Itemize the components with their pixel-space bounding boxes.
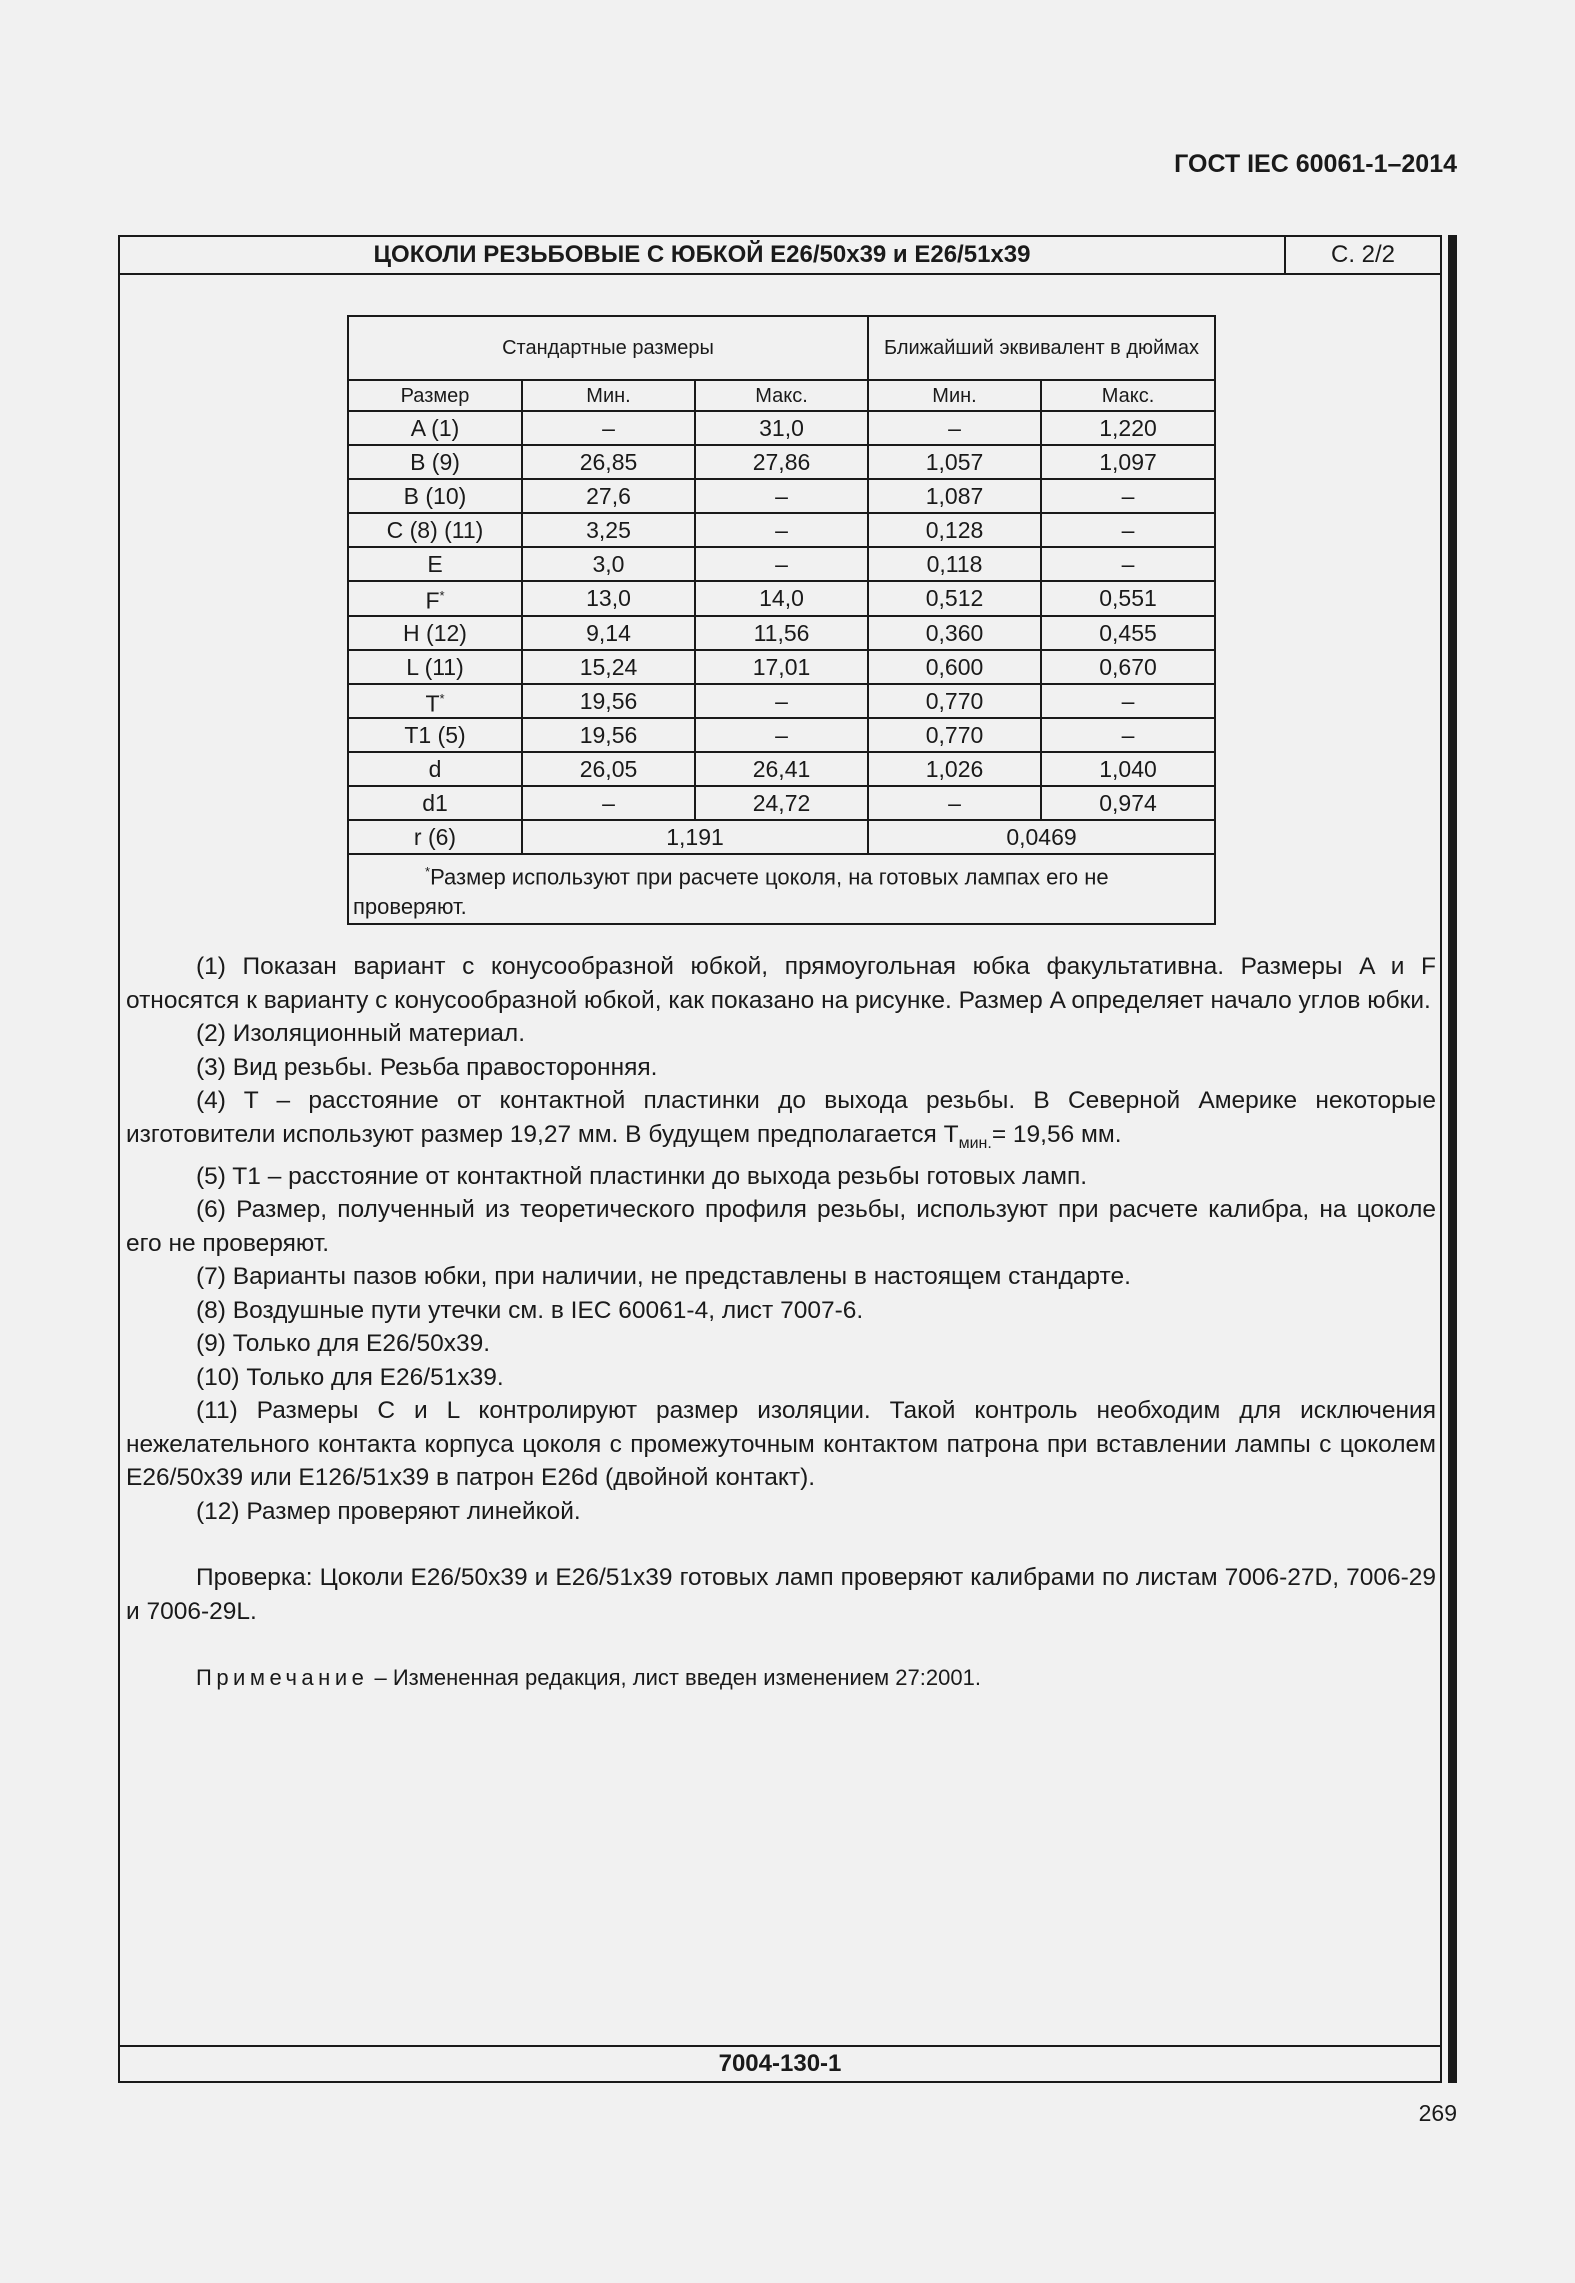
cell-inch-min: 0,512 [868, 581, 1041, 616]
table-footnote-row [348, 854, 1215, 923]
cell-inch-min: 0,360 [868, 616, 1041, 650]
size-label: T1 (5) [404, 722, 466, 749]
note-4-subscript: мин. [958, 1134, 992, 1152]
table-row [348, 513, 1215, 547]
cell-max: 17,01 [695, 650, 868, 684]
cell-size: r (6) [348, 820, 522, 854]
check-paragraph: Проверка: Цоколи E26/50x39 и E26/51x39 готовых ламп проверяют калибрами по листам 7006-27D, 7006-29 и 7006-29L. [126, 1564, 1436, 1625]
cell-size [348, 718, 522, 752]
cell-size [348, 513, 522, 547]
group-standard: Стандартные размеры [348, 316, 868, 380]
table-row [348, 616, 1215, 650]
cell-min: 26,05 [522, 752, 695, 786]
page-number: 269 [1418, 2100, 1457, 2126]
cell-inch-min: 0,770 [868, 718, 1041, 752]
cell-size [348, 581, 522, 616]
frame-shadow-bar [1448, 235, 1457, 2083]
cell-size [348, 479, 522, 513]
note-1: (1) Показан вариант с конусообразной юбкой, прямоугольная юбка факультативна. Размеры A и F относятся к варианту с конусообразной юбкой, как показано на рисунке. Размер A определяет начало углов юбки. [126, 953, 1436, 1014]
cell-max: 24,72 [695, 786, 868, 820]
note-4 [126, 1084, 1436, 1160]
cell-size [348, 547, 522, 581]
table-group-header [348, 316, 1215, 380]
table-row [348, 411, 1215, 445]
note-9: (9) Только для E26/50x39. [196, 1330, 490, 1358]
cell-size [348, 445, 522, 479]
cell-size [348, 616, 522, 650]
note-12: (12) Размер проверяют линейкой. [196, 1497, 581, 1525]
col-inch-min: Мин. [868, 380, 1041, 411]
cell-min: 13,0 [522, 581, 695, 616]
cell-inch-max: 1,040 [1041, 752, 1215, 786]
table-row [348, 786, 1215, 820]
cell-value-merged: 1,191 [522, 820, 868, 854]
col-size: Размер [348, 380, 522, 411]
cell-inch-max: – [1041, 684, 1215, 719]
cell-max: – [695, 718, 868, 752]
table-row [348, 752, 1215, 786]
size-label: d [428, 756, 442, 783]
cell-size [348, 752, 522, 786]
note-4-text: (4) T – расстояние от контактной пластинки до выхода резьбы. В Северной Америке некоторые изготовители используют размер 19,27 мм. В будущем предполагается T [126, 1087, 1436, 1148]
cell-inch-min: 1,057 [868, 445, 1041, 479]
cell-inch-min: 0,770 [868, 684, 1041, 719]
cell-min: 19,56 [522, 718, 695, 752]
cell-min: 3,25 [522, 513, 695, 547]
document-code: ГОСТ IEC 60061-1–2014 [1174, 150, 1457, 178]
col-min: Мин. [522, 380, 695, 411]
size-label: H (12) [403, 619, 467, 646]
size-label: A (1) [410, 415, 460, 441]
cell-min: – [522, 786, 695, 820]
footnote-mark: * [439, 588, 445, 603]
cell-size [348, 650, 522, 684]
table-row [348, 581, 1215, 616]
size-label: B (10) [403, 483, 467, 509]
size-label: F [425, 587, 440, 614]
remark-label: Примечание [196, 1665, 369, 1691]
col-inch-max: Макс. [1041, 380, 1215, 411]
sheet-title: ЦОКОЛИ РЕЗЬБОВЫЕ С ЮБКОЙ E26/50x39 и E26/51x39 [373, 241, 1031, 268]
footnote-mark: * [439, 690, 445, 706]
size-label: d1 [422, 790, 448, 817]
cell-min: 3,0 [522, 547, 695, 581]
cell-inch-min: – [868, 411, 1041, 445]
cell-min: 27,6 [522, 479, 695, 513]
cell-max: – [695, 547, 868, 581]
cell-size [348, 786, 522, 820]
note-6: (6) Размер, полученный из теоретического профиля резьбы, используют при расчете калибра, на цоколе его не проверяют. [126, 1196, 1436, 1257]
cell-max: 11,56 [695, 616, 868, 650]
table-row [348, 718, 1215, 752]
cell-inch-max: – [1041, 718, 1215, 752]
table-row [348, 650, 1215, 684]
cell-size [348, 411, 522, 445]
remark-text: – Измененная редакция, лист введен изменением 27:2001. [374, 1665, 981, 1691]
cell-min: 26,85 [522, 445, 695, 479]
cell-max: – [695, 479, 868, 513]
dimensions-table [347, 315, 1216, 925]
table-row [348, 479, 1215, 513]
table-footnote [348, 854, 1215, 923]
cell-max: – [695, 513, 868, 547]
size-label: C (8) (11) [386, 517, 484, 543]
footnote-text: Размер используют при расчете цоколя, на готовых лампах его не проверяют. [353, 864, 1109, 919]
size-label: L (11) [406, 653, 464, 680]
size-label: E [427, 551, 443, 577]
table-row [348, 684, 1215, 719]
cell-min: – [522, 411, 695, 445]
cell-max: 26,41 [695, 752, 868, 786]
note-4-value: = 19,56 мм. [991, 1120, 1122, 1148]
footnote-mark: * [425, 864, 431, 880]
notes-block [126, 950, 1436, 1695]
table-row [348, 445, 1215, 479]
cell-min: 9,14 [522, 616, 695, 650]
cell-inch-max: 1,097 [1041, 445, 1215, 479]
note-11: (11) Размеры C и L контролируют размер изоляции. Такой контроль необходим для исключения нежелательного контакта корпуса цоколя с промежуточным контактом патрона при вставлении лампы с цоколем E26/50x39 или E126/51x39 в патрон E26d (двойной контакт). [126, 1397, 1436, 1492]
cell-inch-min: 1,026 [868, 752, 1041, 786]
note-10: (10) Только для E26/51x39. [196, 1363, 504, 1391]
remark-paragraph [126, 1661, 1436, 1695]
size-label: T [425, 690, 440, 717]
note-2: (2) Изоляционный материал. [196, 1020, 526, 1047]
cell-size [348, 684, 522, 719]
cell-inch-max: 0,670 [1041, 650, 1215, 684]
cell-inch-merged: 0,0469 [868, 820, 1215, 854]
sheet-footer-code: 7004-130-1 [120, 2045, 1440, 2081]
sheet-number: С. 2/2 [1284, 237, 1440, 273]
table-row-radius [348, 820, 1215, 854]
cell-max: – [695, 684, 868, 719]
cell-inch-max: 0,455 [1041, 616, 1215, 650]
note-8: (8) Воздушные пути утечки см. в IEC 60061-4, лист 7007-6. [196, 1296, 864, 1324]
cell-min: 19,56 [522, 684, 695, 719]
col-max: Макс. [695, 380, 868, 411]
cell-inch-min: 1,087 [868, 479, 1041, 513]
cell-inch-min: 0,600 [868, 650, 1041, 684]
cell-inch-max: – [1041, 479, 1215, 513]
cell-max: 27,86 [695, 445, 868, 479]
note-3: (3) Вид резьбы. Резьба правосторонняя. [196, 1053, 658, 1081]
cell-max: 14,0 [695, 581, 868, 616]
cell-inch-max: 0,974 [1041, 786, 1215, 820]
cell-max: 31,0 [695, 411, 868, 445]
cell-min: 15,24 [522, 650, 695, 684]
cell-inch-max: – [1041, 513, 1215, 547]
cell-inch-max: – [1041, 547, 1215, 581]
cell-inch-min: 0,128 [868, 513, 1041, 547]
cell-inch-min: – [868, 786, 1041, 820]
sheet-header [120, 237, 1440, 275]
cell-inch-min: 0,118 [868, 547, 1041, 581]
cell-inch-max: 1,220 [1041, 411, 1215, 445]
group-inch: Ближайший эквивалент в дюймах [868, 316, 1215, 380]
cell-inch-max: 0,551 [1041, 581, 1215, 616]
size-label: B (9) [410, 449, 460, 475]
table-row [348, 547, 1215, 581]
footnote-indent [353, 865, 425, 890]
note-5: (5) T1 – расстояние от контактной пластинки до выхода резьбы готовых ламп. [196, 1162, 1088, 1190]
note-7: (7) Варианты пазов юбки, при наличии, не представлены в настоящем стандарте. [196, 1263, 1131, 1291]
table-column-header [348, 380, 1215, 411]
